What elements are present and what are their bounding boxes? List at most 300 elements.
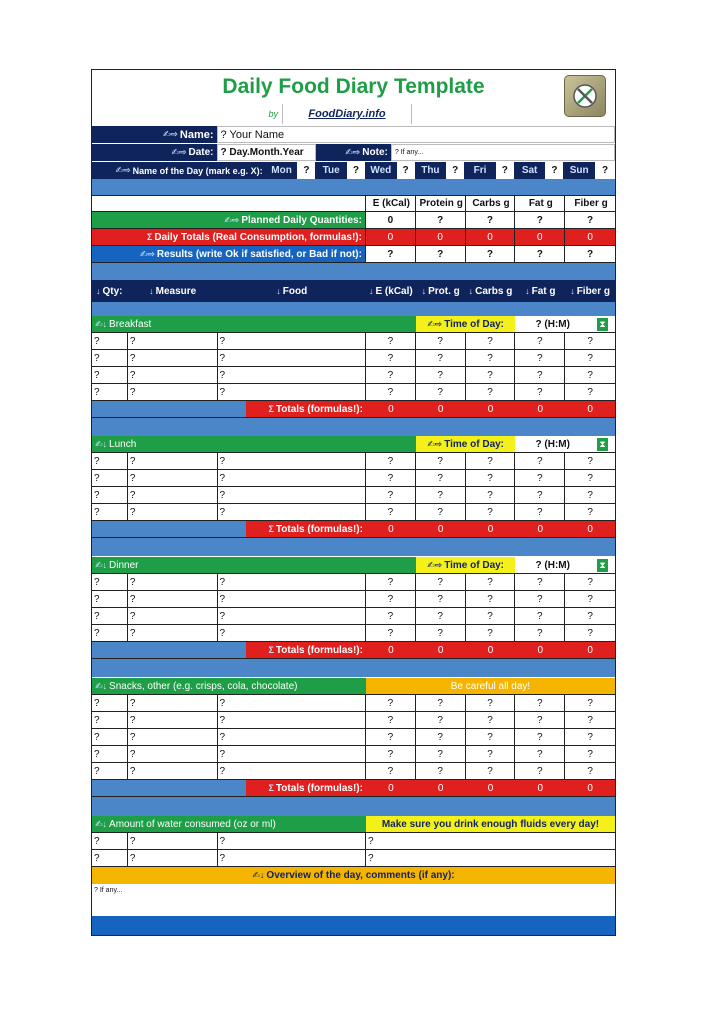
breakfast-cell[interactable]: ? — [466, 384, 516, 400]
sigma-icon: Σ — [268, 404, 274, 414]
snacks-cell[interactable]: ? — [515, 729, 565, 745]
total-fiber: 0 — [587, 231, 593, 243]
edit-icon: ✍↓ — [95, 318, 108, 329]
snacks-cell[interactable]: ? — [366, 763, 416, 779]
breakfast-cell[interactable]: ? — [416, 333, 466, 349]
result-energy[interactable]: ? — [366, 246, 416, 262]
sigma-icon: Σ — [268, 524, 274, 534]
breakfast-cell[interactable]: ? — [218, 367, 366, 383]
result-carbs[interactable]: ? — [466, 246, 516, 262]
dinner-cell[interactable]: ? — [587, 610, 593, 622]
dinner-header — [92, 557, 615, 574]
lunch-cell[interactable]: ? — [218, 504, 366, 520]
snacks-cell[interactable]: ? — [515, 746, 565, 762]
breakfast-cell[interactable]: ? — [587, 386, 593, 398]
snacks-cell[interactable]: ? — [92, 763, 128, 779]
title-row — [92, 70, 615, 104]
breakfast-time-field[interactable]: ? (H:M) — [515, 316, 590, 332]
col-protein: Protein g — [416, 196, 466, 211]
lunch-cell[interactable]: ? — [92, 453, 128, 469]
dinner-total: 0 — [515, 642, 565, 658]
hourglass-icon: ⧗ — [597, 318, 608, 331]
dinner-row-3 — [92, 608, 615, 625]
snacks-cell[interactable]: ? — [416, 695, 466, 711]
snacks-cell[interactable]: ? — [128, 729, 218, 745]
dinner-cell[interactable]: ? — [218, 625, 366, 641]
dinner-cell[interactable]: ? — [128, 591, 218, 607]
breakfast-cell[interactable]: ? — [366, 350, 416, 366]
breakfast-cell[interactable]: ? — [587, 369, 593, 381]
lunch-cell[interactable]: ? — [416, 504, 466, 520]
name-row — [92, 126, 615, 143]
dinner-time-field[interactable]: ? (H:M) — [515, 557, 590, 573]
edit-icon: ✍↓ — [252, 870, 265, 880]
total-fat: 0 — [515, 229, 565, 245]
dinner-cell[interactable]: ? — [416, 608, 466, 624]
lunch-cell[interactable]: ? — [466, 453, 516, 469]
snacks-cell[interactable]: ? — [218, 712, 366, 728]
lunch-cell[interactable]: ? — [218, 470, 366, 486]
water-cell[interactable]: ? — [92, 833, 128, 849]
edit-icon: ✍⇨ — [162, 129, 178, 139]
edit-icon: ✍⇨ — [345, 147, 361, 157]
edit-icon: ✍⇨ — [427, 559, 443, 570]
site-row — [92, 104, 615, 124]
breakfast-header — [92, 316, 615, 333]
water-cell[interactable]: ? — [367, 852, 374, 864]
snacks-total: 0 — [515, 780, 565, 796]
breakfast-total: 0 — [466, 401, 516, 417]
spacer — [92, 179, 615, 195]
breakfast-total: 0 — [515, 401, 565, 417]
breakfast-cell[interactable]: ? — [128, 333, 218, 349]
dinner-cell[interactable]: ? — [416, 591, 466, 607]
snacks-cell[interactable]: ? — [128, 763, 218, 779]
day-sat: Sat — [521, 165, 538, 176]
by-label: by — [268, 109, 278, 119]
edit-icon: ✍⇨ — [139, 248, 155, 259]
snacks-cell[interactable]: ? — [587, 697, 593, 709]
day-sun: Sun — [569, 165, 589, 176]
dinner-cell[interactable]: ? — [466, 574, 516, 590]
snacks-title: Snacks, other (e.g. crisps, cola, chocolate) — [109, 680, 298, 692]
snacks-total: 0 — [366, 780, 416, 796]
spacer — [92, 302, 615, 316]
breakfast-cell[interactable]: ? — [218, 333, 366, 349]
snacks-row-4 — [92, 746, 615, 763]
planned-carbs[interactable]: ? — [466, 212, 516, 228]
breakfast-row-2 — [92, 350, 615, 367]
dinner-cell[interactable]: ? — [515, 608, 565, 624]
breakfast-total: 0 — [416, 401, 466, 417]
snacks-totals — [92, 780, 615, 797]
edit-icon: ✍⇨ — [115, 165, 131, 175]
snacks-cell[interactable]: ? — [218, 763, 366, 779]
lunch-cell[interactable]: ? — [515, 453, 565, 469]
lunch-cell[interactable]: ? — [416, 487, 466, 503]
col-food: Food — [282, 285, 308, 297]
dinner-cell[interactable]: ? — [366, 608, 416, 624]
date-label: Date: — [188, 147, 214, 158]
breakfast-cell[interactable]: ? — [92, 350, 128, 366]
water-cell[interactable]: ? — [128, 833, 218, 849]
date-field[interactable]: ? Day.Month.Year — [217, 144, 317, 161]
day-mon: Mon — [271, 165, 292, 176]
snacks-totals-label: Totals (formulas!): — [275, 782, 363, 794]
snacks-cell[interactable]: ? — [515, 695, 565, 711]
breakfast-cell[interactable]: ? — [515, 367, 565, 383]
breakfast-cell[interactable]: ? — [128, 384, 218, 400]
dinner-cell[interactable]: ? — [92, 625, 128, 641]
snacks-cell[interactable]: ? — [416, 729, 466, 745]
breakfast-row-1 — [92, 333, 615, 350]
edit-icon: ✍↓ — [95, 680, 108, 691]
day-mark-wed[interactable]: ? — [397, 162, 415, 179]
dinner-cell[interactable]: ? — [515, 591, 565, 607]
lunch-cell[interactable]: ? — [587, 472, 593, 484]
snacks-cell[interactable]: ? — [466, 729, 516, 745]
breakfast-cell[interactable]: ? — [416, 384, 466, 400]
snacks-row-1 — [92, 695, 615, 712]
col-fat: Fat g — [515, 196, 565, 211]
snacks-cell[interactable]: ? — [587, 765, 593, 777]
day-mark-thu[interactable]: ? — [446, 162, 464, 179]
lunch-total: 0 — [366, 521, 416, 537]
col-carbs: Carbs g — [475, 285, 513, 297]
water-title: Amount of water consumed (oz or ml) — [109, 818, 276, 830]
lunch-total: 0 — [565, 521, 615, 537]
lunch-cell[interactable]: ? — [366, 504, 416, 520]
lunch-cell[interactable]: ? — [416, 453, 466, 469]
breakfast-cell[interactable]: ? — [515, 333, 565, 349]
lunch-cell[interactable]: ? — [587, 489, 593, 501]
total-protein: 0 — [416, 229, 466, 245]
breakfast-totals-label: Totals (formulas!): — [275, 403, 363, 415]
page-title: Daily Food Diary Template — [222, 75, 485, 98]
day-mark-sat[interactable]: ? — [545, 162, 563, 179]
snacks-cell[interactable]: ? — [515, 763, 565, 779]
water-reminder: Make sure you drink enough fluids every day! — [366, 816, 615, 832]
dinner-title: Dinner — [109, 559, 139, 571]
breakfast-cell[interactable]: ? — [587, 335, 593, 347]
snacks-cell[interactable]: ? — [366, 695, 416, 711]
snacks-cell[interactable]: ? — [466, 746, 516, 762]
breakfast-cell[interactable]: ? — [92, 333, 128, 349]
lunch-cell[interactable]: ? — [587, 506, 593, 518]
dinner-cell[interactable]: ? — [366, 591, 416, 607]
summary-header — [92, 195, 615, 212]
snacks-row-5 — [92, 763, 615, 780]
lunch-row-1 — [92, 453, 615, 470]
lunch-cell[interactable]: ? — [92, 470, 128, 486]
spacer — [92, 659, 615, 677]
snacks-cell[interactable]: ? — [92, 695, 128, 711]
lunch-total: 0 — [515, 521, 565, 537]
food-diary-sheet — [91, 69, 616, 936]
snacks-cell[interactable]: ? — [587, 714, 593, 726]
breakfast-cell[interactable]: ? — [218, 384, 366, 400]
spacer — [92, 797, 615, 816]
breakfast-cell[interactable]: ? — [92, 384, 128, 400]
breakfast-cell[interactable]: ? — [128, 350, 218, 366]
dinner-row-4 — [92, 625, 615, 642]
sigma-icon: Σ — [146, 232, 153, 242]
breakfast-cell[interactable]: ? — [466, 367, 516, 383]
dinner-cell[interactable]: ? — [466, 608, 516, 624]
water-row-2 — [92, 850, 615, 867]
daily-totals-row — [92, 229, 615, 246]
hourglass-icon: ⧗ — [597, 438, 608, 451]
planned-label: Planned Daily Quantities: — [241, 214, 362, 226]
dinner-total: 0 — [416, 642, 466, 658]
edit-icon: ✍↓ — [95, 559, 108, 570]
dinner-cell[interactable]: ? — [92, 608, 128, 624]
result-fiber[interactable]: ? — [587, 248, 594, 260]
lunch-cell[interactable]: ? — [515, 470, 565, 486]
lunch-cell[interactable]: ? — [366, 470, 416, 486]
lunch-totals — [92, 521, 615, 538]
total-carbs: 0 — [466, 229, 516, 245]
lunch-cell[interactable]: ? — [128, 453, 218, 469]
edit-icon: ✍↓ — [95, 818, 108, 829]
snacks-header — [92, 678, 615, 695]
spacer — [92, 538, 615, 556]
lunch-title: Lunch — [109, 438, 137, 450]
sigma-icon: Σ — [268, 645, 274, 655]
water-header — [92, 816, 615, 833]
planned-fat[interactable]: ? — [515, 212, 565, 228]
note-field[interactable]: ? If any... — [391, 144, 615, 161]
lunch-cell[interactable]: ? — [366, 453, 416, 469]
dinner-totals-label: Totals (formulas!): — [275, 644, 363, 656]
breakfast-cell[interactable]: ? — [128, 367, 218, 383]
col-fat: Fat g — [531, 285, 556, 297]
lunch-header — [92, 436, 615, 453]
day-tue: Tue — [322, 165, 340, 176]
sigma-icon: Σ — [268, 783, 274, 793]
col-protein: Prot. g — [428, 285, 460, 297]
breakfast-cell[interactable]: ? — [466, 333, 516, 349]
food-table-header: ↓ Qty: ↓ Measure ↓ Food ↓ E (kCal) ↓ Prot. g ↓ Carbs g ↓ Fat g ↓ Fiber g — [92, 280, 615, 302]
daily-totals-label: Daily Totals (Real Consumption, formulas!): — [154, 231, 362, 243]
dinner-time-label: Time of Day: — [444, 559, 505, 571]
name-label: Name: — [179, 128, 214, 141]
dinner-cell[interactable]: ? — [92, 574, 128, 590]
lunch-totals-label: Totals (formulas!): — [275, 523, 363, 535]
snacks-cell[interactable]: ? — [416, 746, 466, 762]
breakfast-cell[interactable]: ? — [92, 367, 128, 383]
snacks-cell[interactable]: ? — [92, 729, 128, 745]
dinner-cell[interactable]: ? — [366, 574, 416, 590]
overview-field[interactable]: ? If any... — [94, 887, 123, 894]
day-mark-fri[interactable]: ? — [496, 162, 514, 179]
edit-icon: ✍⇨ — [171, 147, 187, 157]
lunch-cell[interactable]: ? — [128, 487, 218, 503]
snacks-cell[interactable]: ? — [366, 746, 416, 762]
planned-fiber[interactable]: ? — [587, 214, 594, 226]
breakfast-cell[interactable]: ? — [416, 367, 466, 383]
dinner-cell[interactable]: ? — [128, 574, 218, 590]
col-measure: Measure — [155, 285, 197, 297]
snacks-cell[interactable]: ? — [466, 763, 516, 779]
snacks-cell[interactable]: ? — [416, 712, 466, 728]
snacks-cell[interactable]: ? — [218, 729, 366, 745]
col-fiber: Fiber g — [576, 285, 611, 297]
breakfast-cell[interactable]: ? — [416, 350, 466, 366]
breakfast-time-label: Time of Day: — [444, 318, 505, 330]
snacks-cell[interactable]: ? — [128, 746, 218, 762]
breakfast-cell[interactable]: ? — [366, 367, 416, 383]
snacks-cell[interactable]: ? — [466, 695, 516, 711]
lunch-cell[interactable]: ? — [128, 504, 218, 520]
snacks-cell[interactable]: ? — [515, 712, 565, 728]
dinner-cell[interactable]: ? — [366, 625, 416, 641]
lunch-cell[interactable]: ? — [515, 487, 565, 503]
lunch-total: 0 — [466, 521, 516, 537]
dinner-cell[interactable]: ? — [92, 591, 128, 607]
breakfast-totals — [92, 401, 615, 418]
dinner-cell[interactable]: ? — [466, 591, 516, 607]
breakfast-cell[interactable]: ? — [515, 384, 565, 400]
water-cell[interactable]: ? — [128, 850, 218, 866]
snacks-total: 0 — [416, 780, 466, 796]
dinner-cell[interactable]: ? — [587, 576, 593, 588]
edit-icon: ✍⇨ — [427, 318, 443, 329]
snacks-total: 0 — [466, 780, 516, 796]
result-protein[interactable]: ? — [416, 246, 466, 262]
day-thu: Thu — [421, 165, 440, 176]
dinner-cell[interactable]: ? — [587, 627, 593, 639]
water-cell[interactable]: ? — [218, 850, 366, 866]
note-label: Note: — [362, 147, 388, 158]
lunch-row-4 — [92, 504, 615, 521]
edit-icon: ✍⇨ — [427, 438, 443, 449]
col-energy: E (kCal) — [366, 196, 416, 211]
name-field[interactable]: ? Your Name — [217, 126, 615, 143]
snacks-cell[interactable]: ? — [366, 729, 416, 745]
breakfast-cell[interactable]: ? — [218, 350, 366, 366]
snacks-cell[interactable]: ? — [416, 763, 466, 779]
site-link[interactable]: FoodDiary.info — [282, 104, 412, 124]
day-fri: Fri — [473, 165, 487, 176]
results-label: Results (write Ok if satisfied, or Bad if not): — [156, 248, 362, 260]
date-row — [92, 144, 615, 161]
edit-icon: ✍↓ — [95, 438, 108, 449]
snacks-cell[interactable]: ? — [466, 712, 516, 728]
snacks-cell[interactable]: ? — [128, 695, 218, 711]
snacks-warning: Be careful all day! — [366, 678, 615, 694]
lunch-cell[interactable]: ? — [218, 453, 366, 469]
dinner-row-1 — [92, 574, 615, 591]
day-label: Name of the Day (mark e.g. X): — [132, 165, 263, 176]
snacks-cell[interactable]: ? — [218, 695, 366, 711]
dinner-cell[interactable]: ? — [515, 574, 565, 590]
lunch-cell[interactable]: ? — [466, 487, 516, 503]
snacks-row-3 — [92, 729, 615, 746]
total-energy: 0 — [366, 229, 416, 245]
overview-body — [92, 884, 615, 916]
snacks-cell[interactable]: ? — [587, 748, 593, 760]
planned-energy[interactable]: 0 — [366, 212, 416, 228]
lunch-cell[interactable]: ? — [92, 487, 128, 503]
snacks-cell[interactable]: ? — [587, 731, 593, 743]
day-wed: Wed — [370, 165, 392, 176]
lunch-row-2 — [92, 470, 615, 487]
breakfast-total: 0 — [366, 401, 416, 417]
breakfast-total: 0 — [565, 401, 615, 417]
snacks-cell[interactable]: ? — [92, 712, 128, 728]
snacks-cell[interactable]: ? — [218, 746, 366, 762]
lunch-cell[interactable]: ? — [416, 470, 466, 486]
lunch-cell[interactable]: ? — [466, 470, 516, 486]
lunch-cell[interactable]: ? — [128, 470, 218, 486]
col-carbs: Carbs g — [466, 196, 516, 211]
overview-header — [92, 867, 615, 884]
water-cell[interactable]: ? — [218, 833, 366, 849]
dinner-cell[interactable]: ? — [128, 608, 218, 624]
dinner-cell[interactable]: ? — [218, 574, 366, 590]
breakfast-row-4 — [92, 384, 615, 401]
breakfast-cell[interactable]: ? — [466, 350, 516, 366]
col-qty: Qty: — [102, 285, 123, 297]
breakfast-cell[interactable]: ? — [366, 384, 416, 400]
lunch-cell[interactable]: ? — [587, 455, 593, 467]
day-mark-tue[interactable]: ? — [347, 162, 365, 179]
water-cell[interactable]: ? — [367, 835, 374, 847]
day-mark-mon[interactable]: ? — [297, 162, 315, 179]
planned-protein[interactable]: ? — [416, 212, 466, 228]
lunch-cell[interactable]: ? — [366, 487, 416, 503]
breakfast-title: Breakfast — [109, 318, 152, 330]
planned-row — [92, 212, 615, 229]
snacks-row-2 — [92, 712, 615, 729]
dinner-cell[interactable]: ? — [416, 625, 466, 641]
snacks-cell[interactable]: ? — [366, 712, 416, 728]
dinner-cell[interactable]: ? — [128, 625, 218, 641]
lunch-time-field[interactable]: ? (H:M) — [515, 436, 590, 452]
lunch-cell[interactable]: ? — [218, 487, 366, 503]
lunch-cell[interactable]: ? — [92, 504, 128, 520]
breakfast-cell[interactable]: ? — [587, 352, 593, 364]
dinner-cell[interactable]: ? — [218, 608, 366, 624]
snacks-cell[interactable]: ? — [92, 746, 128, 762]
snacks-total: 0 — [565, 780, 615, 796]
dinner-row-2 — [92, 591, 615, 608]
edit-icon: ✍⇨ — [224, 214, 240, 225]
dinner-cell[interactable]: ? — [466, 625, 516, 641]
overview-title: Overview of the day, comments (if any): — [266, 870, 455, 881]
hourglass-icon: ⧗ — [597, 559, 608, 572]
lunch-row-3 — [92, 487, 615, 504]
lunch-cell[interactable]: ? — [515, 504, 565, 520]
lunch-cell[interactable]: ? — [466, 504, 516, 520]
dinner-cell[interactable]: ? — [218, 591, 366, 607]
result-fat[interactable]: ? — [515, 246, 565, 262]
dinner-cell[interactable]: ? — [515, 625, 565, 641]
breakfast-cell[interactable]: ? — [366, 333, 416, 349]
dinner-cell[interactable]: ? — [416, 574, 466, 590]
breakfast-cell[interactable]: ? — [515, 350, 565, 366]
water-cell[interactable]: ? — [92, 850, 128, 866]
lunch-total: 0 — [416, 521, 466, 537]
spacer — [92, 418, 615, 436]
water-row-1 — [92, 833, 615, 850]
dinner-total: 0 — [366, 642, 416, 658]
days-row — [92, 162, 615, 179]
day-mark-sun[interactable]: ? — [595, 162, 615, 179]
snacks-cell[interactable]: ? — [128, 712, 218, 728]
dinner-cell[interactable]: ? — [587, 593, 593, 605]
